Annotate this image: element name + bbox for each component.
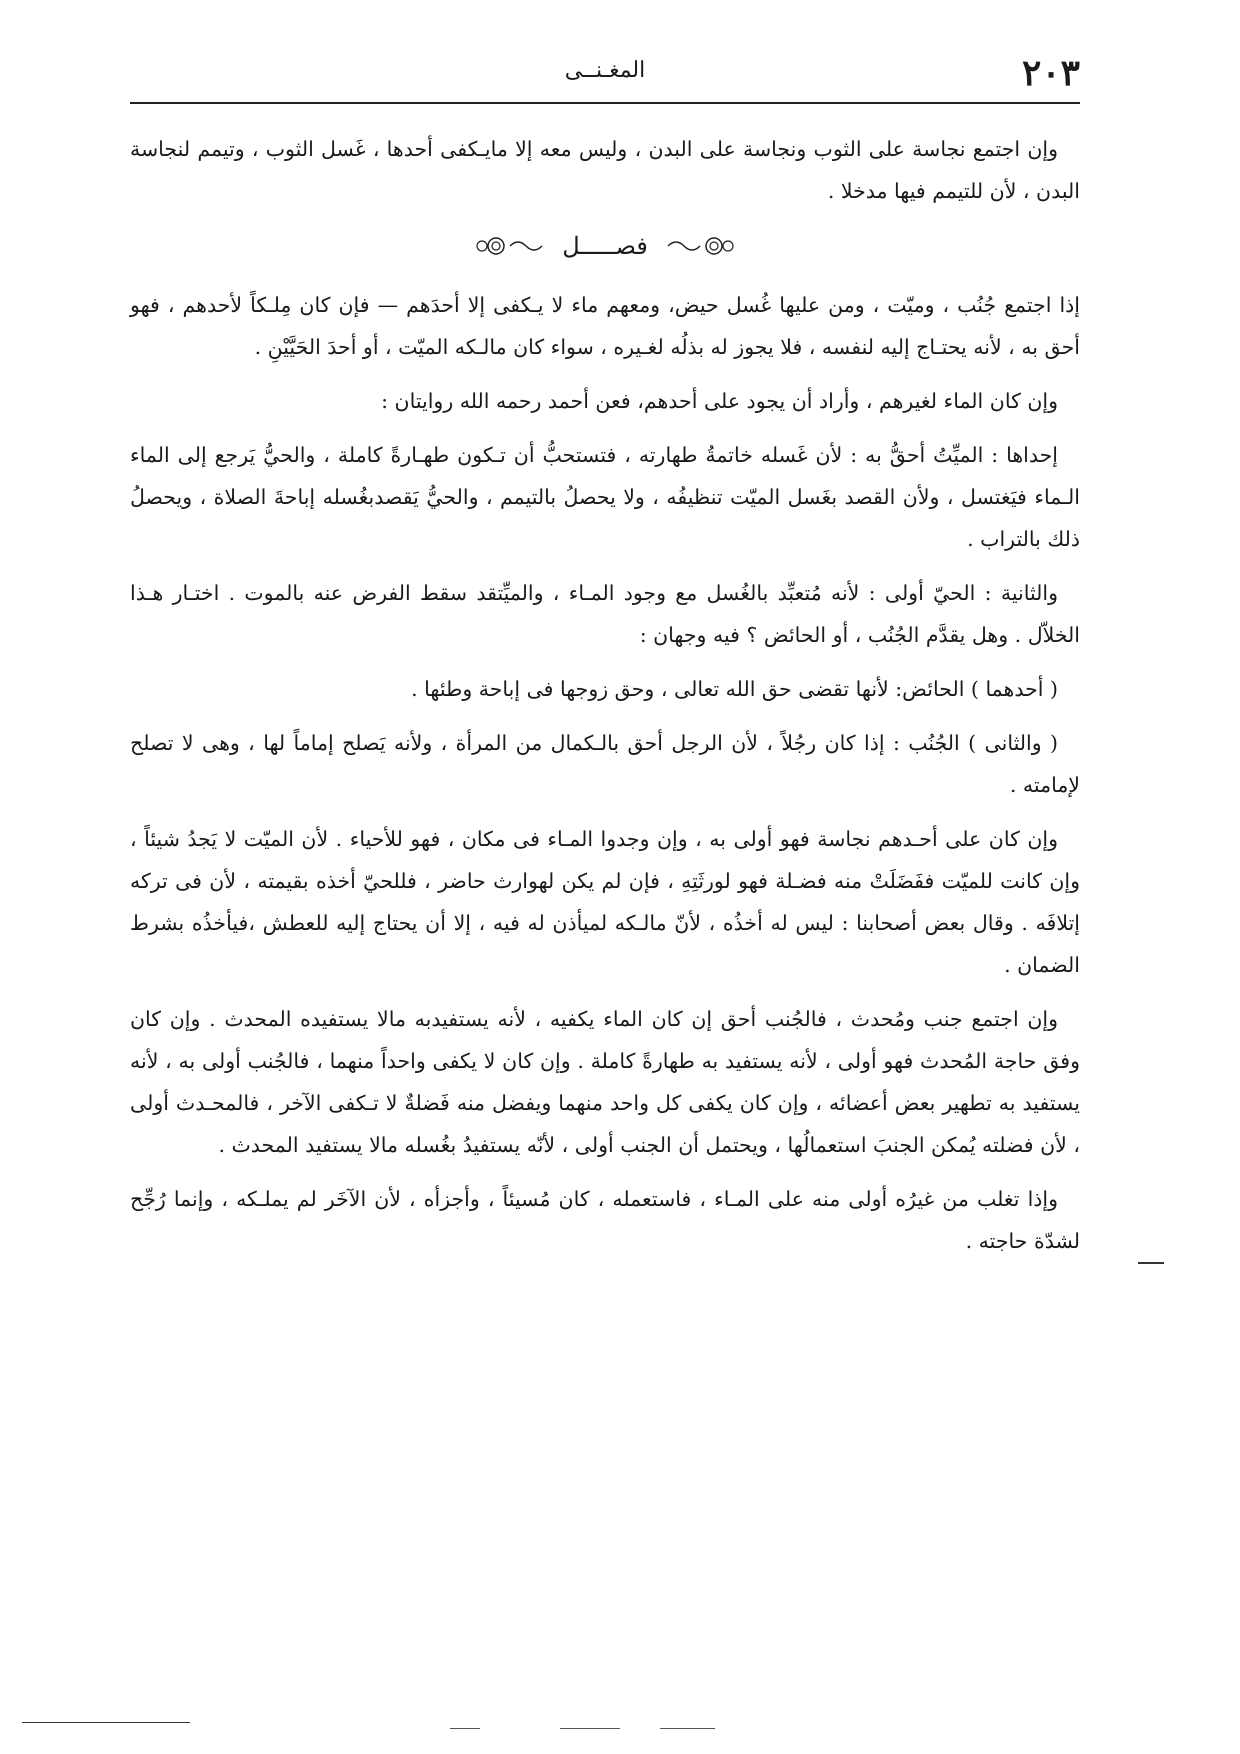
ornament-right-icon [666,235,736,257]
paragraph-6: ( أحدهما ) الحائض: لأنها تقضى حق الله تعالى ، وحق زوجها فى إباحة وطئها . [411,677,1058,701]
page [130,40,1080,1274]
footer-dash [660,1728,715,1729]
footer-rule [22,1722,190,1723]
paragraph-2: إذا اجتمع جُنُب ، وميّت ، ومن عليها غُسل حيض، ومعهم ماء لا يـكفى إلا أحدَهم — فإن كان مِلـكاً لأحدهم ، فهو أحق به ، لأنه يحتـاج إليه لنفسه ، فلا يجوز له بذلُه لغـيره ، سواء كان مالـكه الميّت ، أو أحدَ الحَيَّيْنِ . [130,293,1080,359]
header-rule [130,102,1080,104]
margin-mark [1138,1262,1164,1264]
paragraph-8: وإن كان على أحـدهم نجاسة فهو أولى به ، وإن وجدوا المـاء فى مكان ، فهو للأحياء . لأن الميّت لا يَجدُ شيئاً ، وإن كانت للميّت ففَضَلَتْ منه فضـلة فهو لورثَتِهِ ، فإن لم يكن لهوارث حاضر ، فللحيّ أخذه بقيمته ، لأن فى تركه إتلافَه . وقال بعض أصحابنا : ليس له أخذُه ، لأنّ مالـكه لميأذن له فيه ، إلا أن يحتاج إليه للعطش ،فيأخذُه بشرط الضمان . [130,827,1080,977]
footer-dash [560,1728,620,1729]
paragraph-5: والثانية : الحيّ أولى : لأنه مُتعبِّد بالغُسل مع وجود المـاء ، والميِّتقد سقط الفرض عنه بالموت . اختـار هـذا الخلاّل . وهل يقدَّم الجُنُب ، أو الحائض ؟ فيه وجهان : [130,581,1080,647]
paragraph-1: وإن اجتمع نجاسة على الثوب ونجاسة على البدن ، وليس معه إلا مايـكفى أحدها ، غَسل الثوب ، وتيمم لنجاسة البدن ، لأن للتيمم فيها مدخلا . [130,137,1080,203]
body-text [130,128,1080,1262]
paragraph-10: وإذا تغلب من غيرُه أولى منه على المـاء ، فاستعمله ، كان مُسيئاً ، وأجزأه ، لأن الآخَر لم يملـكه ، وإنما رُجِّح لشدّة حاجته . [130,1187,1080,1253]
running-title: المغـنــى [564,58,646,83]
section-heading [130,226,1080,266]
section-heading-label: فصـــــل [562,232,648,260]
ornament-left-icon [474,235,544,257]
footer-dash [450,1728,480,1729]
page-header [130,40,1080,100]
page-number: ٢٠٣ [1021,52,1080,94]
paragraph-4: إحداها : الميِّتُ أحقُّ به : لأن غَسله خاتمةُ طهارته ، فتستحبُّ أن تـكون طهـارةً كاملة ، والحيُّ يَرجع إلى الماء الـماء فيَغتسل ، ولأن القصد بغَسل الميّت تنظيفُه ، ولا يحصلُ بالتيمم ، والحيُّ يَقصدبغُسله إباحةَ الصلاة ، ويحصلُ ذلك بالتراب . [130,443,1080,551]
paragraph-3: وإن كان الماء لغيرهم ، وأراد أن يجود على أحدهم، فعن أحمد رحمه الله روايتان : [381,389,1058,413]
paragraph-7: ( والثانى ) الجُنُب : إذا كان رجُلاً ، لأن الرجل أحق بالـكمال من المرأة ، ولأنه يَصلح إماماً لها ، وهى لا تصلح لإمامته . [130,731,1080,797]
paragraph-9: وإن اجتمع جنب ومُحدث ، فالجُنب أحق إن كان الماء يكفيه ، لأنه يستفيدبه مالا يستفيده المحدث . وإن كان وفق حاجة المُحدث فهو أولى ، لأنه يستفيد به طهارةً كاملة . وإن كان لا يكفى واحداً منهما ، فالجُنب أولى به ، لأنه يستفيد به تطهير بعض أعضائه ، وإن كان يكفى كل واحد منهما ويفضل منه فَضلةٌ لا تـكفى الآخر ، فالمحـدث أولى ، لأن فضلته يُمكن الجنبَ استعمالُها ، ويحتمل أن الجنب أولى ، لأنّه يستفيدُ بغُسله مالا يستفيد المحدث . [130,1007,1080,1157]
